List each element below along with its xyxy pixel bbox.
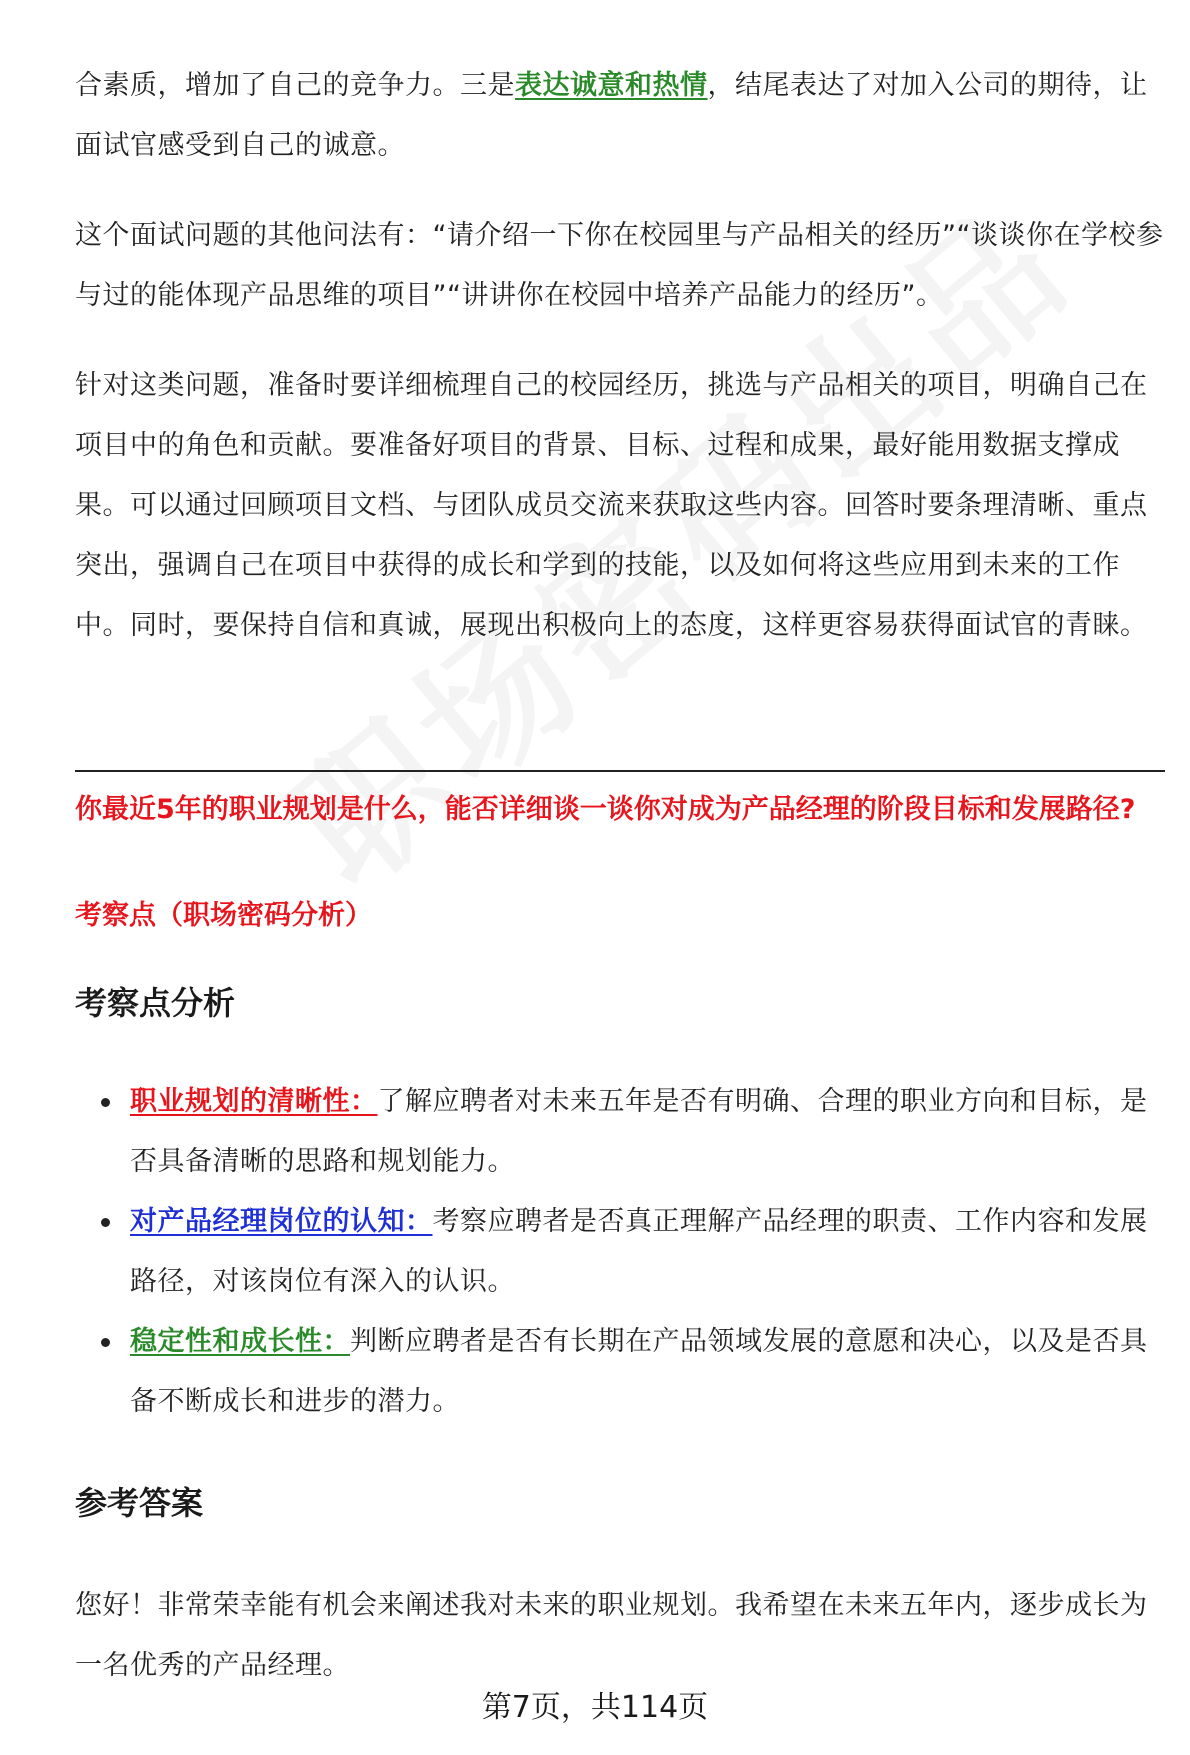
list-item (75, 1072, 1165, 1192)
bullet-label: 职业规划的清晰性： (130, 1086, 378, 1117)
analysis-list (75, 1072, 1165, 1432)
paragraph-2: 这个面试问题的其他问法有：“请介绍一下你在校园里与产品相关的经历”“谈谈你在学校参与过的能体现产品思维的项目”“讲讲你在校园中培养产品能力的经历”。 (75, 220, 1164, 311)
paragraph-1: 合素质，增加了自己的竞争力。三是表达诚意和热情，结尾表达了对加入公司的期待，让面试官感受到自己的诚意。 (75, 70, 1148, 161)
bullet-text: 判断应聘者是否有长期在产品领域发展的意愿和决心，以及是否具备不断成长和进步的潜力。 (130, 1326, 1148, 1417)
answer-text: 您好！非常荣幸能有机会来阐述我对未来的职业规划。我希望在未来五年内，逐步成长为一名优秀的产品经理。 (75, 1590, 1148, 1681)
bullet-label: 对产品经理岗位的认知： (130, 1206, 433, 1237)
analysis-heading: 考察点分析 (75, 984, 236, 1022)
bullet-label: 稳定性和成长性： (130, 1326, 350, 1357)
highlight-sincerity: 表达诚意和热情 (515, 70, 708, 101)
answer-heading: 参考答案 (75, 1484, 204, 1522)
interview-question: 你最近5年的职业规划是什么，能否详细谈一谈你对成为产品经理的阶段目标和发展路径? (75, 794, 1136, 825)
exam-point-label: 考察点（职场密码分析） (75, 900, 372, 931)
bullet-text: 考察应聘者是否真正理解产品经理的职责、工作内容和发展路径，对该岗位有深入的认识。 (130, 1206, 1148, 1297)
bullet-dot-icon (101, 1338, 110, 1347)
list-item (75, 1192, 1165, 1312)
paragraph-3: 针对这类问题，准备时要详细梳理自己的校园经历，挑选与产品相关的项目，明确自己在项目中的角色和贡献。要准备好项目的背景、目标、过程和成果，最好能用数据支撑成果。可以通过回顾项目文档、与团队成员交流来获取这些内容。回答时要条理清晰、重点突出，强调自己在项目中获得的成长和学到的技能，以及如何将这些应用到未来的工作中。同时，要保持自信和真诚，展现出积极向上的态度，这样更容易获得面试官的青睐。 (75, 370, 1148, 641)
bullet-dot-icon (101, 1098, 110, 1107)
intro-content (75, 56, 1165, 656)
page-footer: 第7页，共114页 (481, 1690, 709, 1725)
bullet-text: 了解应聘者对未来五年是否有明确、合理的职业方向和目标，是否具备清晰的思路和规划能力。 (130, 1086, 1148, 1177)
list-item (75, 1312, 1165, 1432)
section-divider (75, 770, 1165, 772)
bullet-dot-icon (101, 1218, 110, 1227)
